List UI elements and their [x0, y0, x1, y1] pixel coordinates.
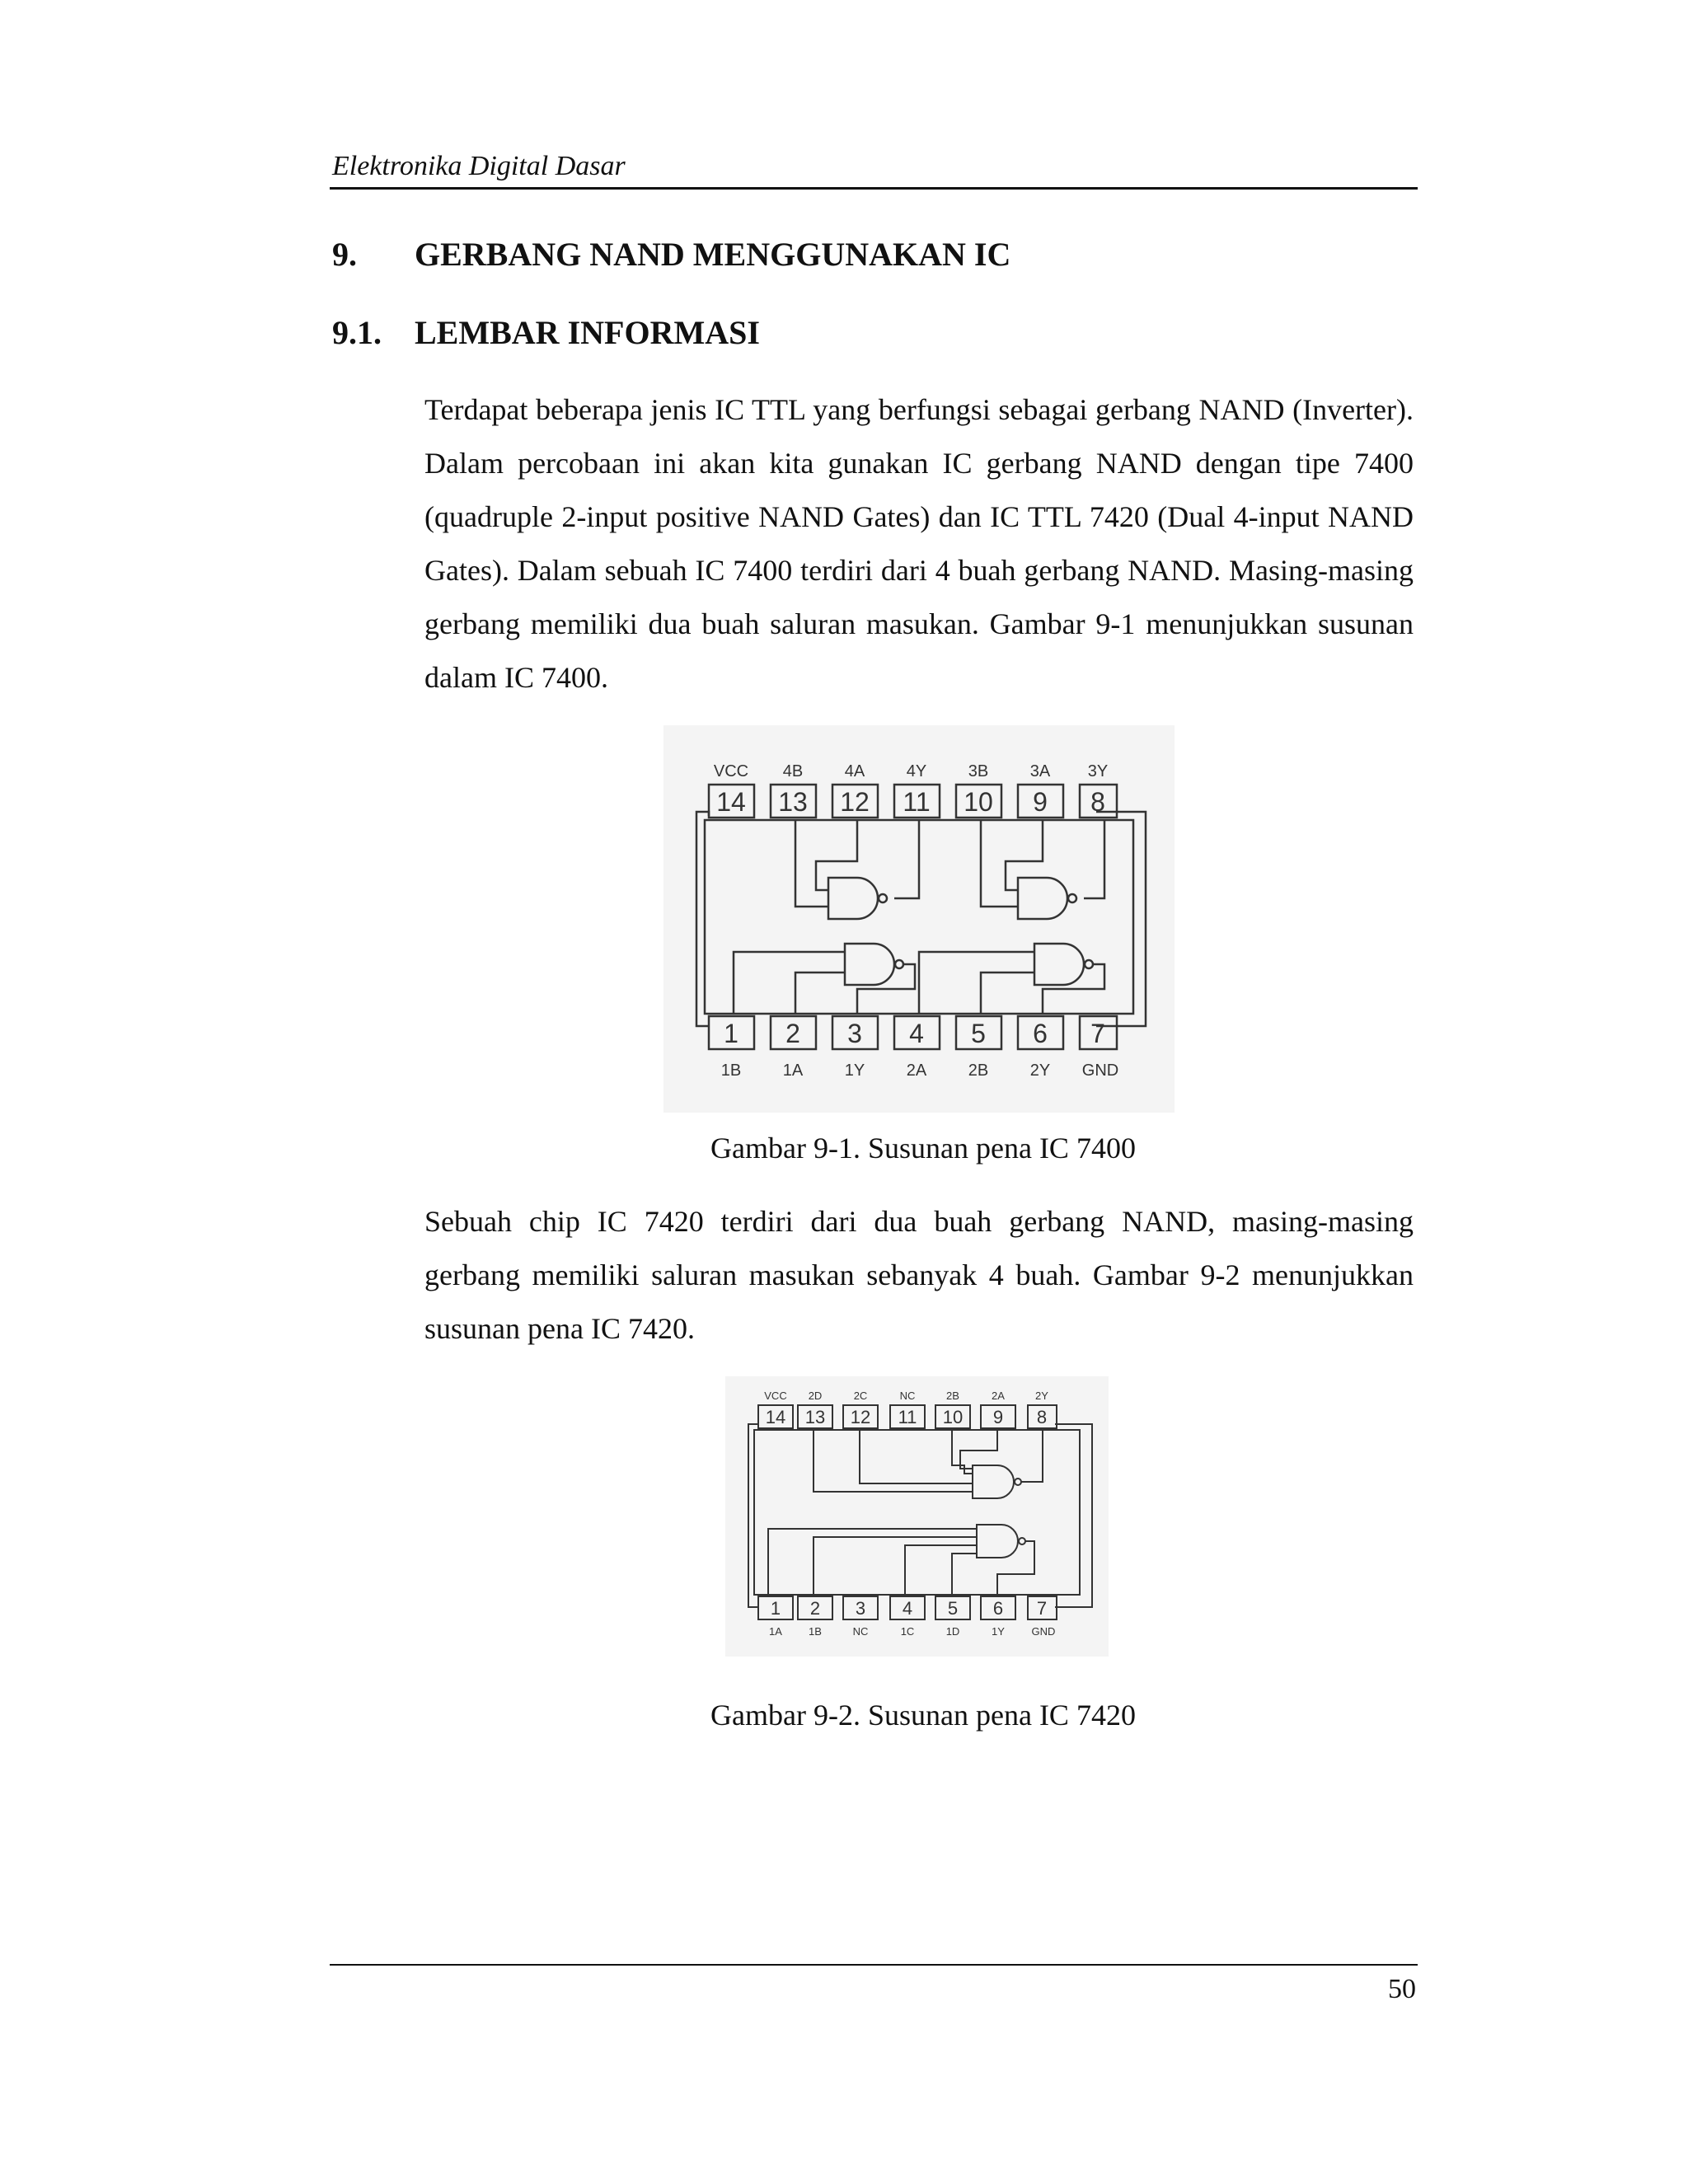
- pin-number-top: 8: [1036, 1407, 1048, 1427]
- pin-label-top: 2C: [853, 1390, 868, 1402]
- paragraph-2: Sebuah chip IC 7420 terdiri dari dua buah gerbang NAND, masing-masing gerbang memiliki saluran masukan sebanyak 4 buah. Gambar 9-2 menunjukkan susunan pena IC 7420.: [424, 1205, 1414, 1345]
- chapter-heading: [332, 235, 1010, 274]
- header-rule: [330, 187, 1418, 190]
- pin-number-top: 14: [716, 787, 746, 817]
- pin-label-bottom: 1Y: [844, 1062, 865, 1080]
- pin-number-bottom: 6: [1033, 1019, 1048, 1048]
- pin-number-top: 9: [992, 1407, 1004, 1427]
- pin-number-top: 9: [1033, 787, 1048, 817]
- page-number: 50: [1388, 1974, 1416, 2004]
- pin-number-bottom: 4: [909, 1019, 924, 1048]
- pin-number-bottom: 5: [971, 1019, 986, 1048]
- figure-ic-7400: [663, 725, 1175, 1113]
- section-heading: [332, 313, 760, 352]
- pin-label-bottom: 1C: [900, 1625, 915, 1638]
- pin-label-bottom: 2B: [968, 1062, 989, 1080]
- section-title: LEMBAR INFORMASI: [415, 314, 760, 351]
- pin-number-bottom: 5: [947, 1598, 959, 1619]
- paragraph-1: Terdapat beberapa jenis IC TTL yang berfungsi sebagai gerbang NAND (Inverter). Dalam percobaan ini akan kita gunakan IC gerbang NAND dengan tipe 7400 (quadruple 2-input positive NAND Gates) dan IC TTL 7420 (Dual 4-input NAND Gates). Dalam sebuah IC 7400 terdiri dari 4 buah gerbang NAND. Masing-masing gerbang memiliki dua buah saluran masukan. Gambar 9-1 menunjukkan susunan dalam IC 7400.: [424, 393, 1414, 694]
- pin-label-top: 3A: [1029, 762, 1051, 780]
- pin-number-bottom: 1: [724, 1019, 738, 1048]
- pin-label-top: 3B: [968, 762, 989, 780]
- pin-label-bottom: GND: [1031, 1625, 1056, 1638]
- pin-label-top: 4A: [844, 762, 865, 780]
- pin-label-top: VCC: [764, 1390, 787, 1402]
- pin-label-bottom: GND: [1081, 1062, 1119, 1080]
- pin-number-top: 14: [765, 1407, 786, 1427]
- figure-2-caption: Gambar 9-2. Susunan pena IC 7420: [710, 1699, 1136, 1732]
- pin-number-top: 10: [942, 1407, 964, 1427]
- pin-label-top: 2Y: [1035, 1390, 1048, 1402]
- pin-number-bottom: 1: [770, 1598, 781, 1619]
- chip-body: [754, 1430, 1080, 1595]
- pin-number-bottom: 3: [855, 1598, 866, 1619]
- figure-ic-7420: [725, 1376, 1109, 1657]
- pin-label-bottom: NC: [852, 1625, 869, 1638]
- pin-number-top: 12: [850, 1407, 871, 1427]
- figure-1-caption: Gambar 9-1. Susunan pena IC 7400: [710, 1132, 1136, 1165]
- section-number: 9.1.: [332, 314, 382, 351]
- pin-label-top: 2D: [808, 1390, 823, 1402]
- pin-label-top: 3Y: [1087, 762, 1109, 780]
- pin-label-bottom: 1B: [720, 1062, 742, 1080]
- pin-number-top: 12: [840, 787, 870, 817]
- pin-label-bottom: 2Y: [1029, 1062, 1051, 1080]
- pin-label-bottom: 1B: [809, 1625, 822, 1638]
- pin-number-top: 8: [1090, 787, 1105, 817]
- pin-label-bottom: 1A: [769, 1625, 782, 1638]
- pin-label-top: 4Y: [906, 762, 927, 780]
- pin-number-top: 11: [903, 787, 931, 817]
- pin-label-bottom: 1D: [945, 1625, 960, 1638]
- pin-number-top: 11: [898, 1407, 917, 1427]
- pin-label-bottom: 2A: [906, 1062, 927, 1080]
- pin-number-bottom: 7: [1036, 1598, 1048, 1619]
- pin-label-top: 2A: [992, 1390, 1005, 1402]
- pin-number-bottom: 3: [847, 1019, 862, 1048]
- chapter-number: 9.: [332, 236, 357, 273]
- pin-label-top: VCC: [713, 762, 749, 780]
- pin-number-bottom: 2: [785, 1019, 800, 1048]
- pin-number-top: 10: [964, 787, 993, 817]
- pin-label-bottom: 1A: [782, 1062, 804, 1080]
- pin-number-bottom: 2: [809, 1598, 821, 1619]
- ic-7420-diagram: [725, 1376, 1109, 1657]
- pin-label-top: 4B: [782, 762, 804, 780]
- running-header: Elektronika Digital Dasar: [332, 151, 626, 181]
- footer-rule: [330, 1964, 1418, 1966]
- pin-label-top: 2B: [946, 1390, 959, 1402]
- pin-number-bottom: 4: [902, 1598, 913, 1619]
- chapter-title: GERBANG NAND MENGGUNAKAN IC: [415, 236, 1011, 273]
- pin-label-bottom: 1Y: [992, 1625, 1005, 1638]
- pin-number-bottom: 7: [1090, 1019, 1105, 1048]
- pin-number-bottom: 6: [992, 1598, 1004, 1619]
- pin-label-top: NC: [899, 1390, 916, 1402]
- pin-number-top: 13: [804, 1407, 826, 1427]
- pin-number-top: 13: [778, 787, 808, 817]
- ic-7400-diagram: [663, 725, 1175, 1113]
